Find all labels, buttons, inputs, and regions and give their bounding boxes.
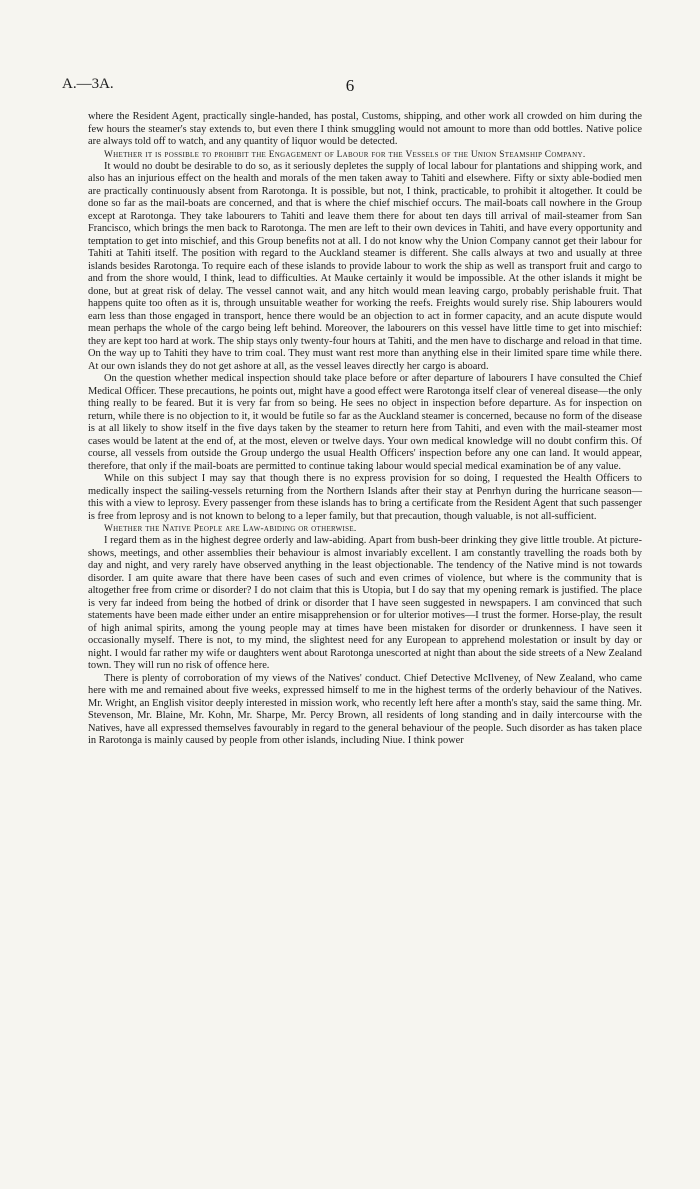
paragraph-orderly: I regard them as in the highest degree orderly and law-abiding. Apart from bush-beer drinking they give little trouble. At picture-shows, meetings, and other assemblies their behaviour is almost invariably excellent. I am constantly travelling the roads both by day and night, and very rarely have observed anything in the least objectionable. The tendency of the Native mind is not towards disorder. I am quite aware that there have been cases of such and even crimes of violence, but where is the community that is altogether free from crime or disorder? I do not claim that this is Utopia, but I do say that my opening remark is justified. The place is very far indeed from being the hotbed of drink or disorder that I have seen suggested in newspapers. I am convinced that such statements have been made either under an entire misapprehension or for ulterior motives—I trust the former. Horse-play, the result of high animal spirits, among the young people may at times have been mistaken for disorder or drunkenness. I have seen it occasionally myself. There is not, to my mind, the slightest need for any European to apprehend molestation or insult by day or night. I would far rather my wife or daughters went about Rarotonga unescorted at night than about the side streets of a New Zealand town. They will run no risk of offence here. [88, 535, 642, 671]
paragraph-corroboration: There is plenty of corroboration of my views of the Natives' conduct. Chief Detective McIlveney, of New Zealand, who came here with me and remained about five weeks, expressed himself to me in the highest terms of the orderly behaviour of the Natives. Mr. Wright, an English visitor deeply interested in mission work, who recently left here after a month's stay, said the same thing. Mr. Stevenson, Mr. Blaine, Mr. Kohn, Mr. Sharpe, Mr. Percy Brown, all residents of long standing and in daily intercourse with the Natives, have all expressed themselves favourably in regard to the general behaviour of the people. Such disorder as has taken place in Rarotonga is mainly caused by people from other islands, including Niue. I think power [88, 672, 642, 746]
paragraph-intro: where the Resident Agent, practically single-handed, has postal, Customs, shipping, and other work all crowded on him during the few hours the steamer's stay extends to, but even there I think smuggling would not amount to more than odd bottles. Native police are always told off to watch, and any quantity of liquor would be detected. [88, 111, 642, 147]
page-header [0, 76, 700, 98]
paragraph-leprosy: While on this subject I may say that though there is no express provision for so doing, I requested the Health Officers to medically inspect the sailing-vessels returning from the Northern Islands after their stay at Penrhyn during the hurricane season—this with a view to leprosy. Every passenger from these islands has to bring a certificate from the Resident Agent that such passenger is free from leprosy and is not known to belong to a leper family, but that precaution, though valuable, is not all-sufficient. [88, 473, 642, 522]
paragraph-medical-inspection: On the question whether medical inspection should take place before or after departure of labourers I have consulted the Chief Medical Officer. These precautions, he points out, might have a good effect were Rarotonga itself clear of venereal disease—the only thing really to be feared. But it is very far from so being. He sees no object in inspection before departure. As for inspection on return, while there is no objection to it, it would be futile so far as the Auckland steamer is concerned, because no form of the disease is at all likely to show itself in the five days taken by the steamer to return here from Tahiti, and even with the mail-steamer most cases would be latent at the end of, at the most, eleven or twelve days. Your own medical knowledge will no doubt confirm this. Of course, all vessels from outside the Group undergo the usual Health Officers' inspection before any one can land. It would appear, therefore, that only if the mail-boats are permitted to continue taking labour would special medical examination be of any value. [88, 373, 642, 472]
document-body [88, 111, 642, 748]
page-number: 6 [345, 76, 355, 95]
section-heading-law-abiding: Whether the Native People are Law-abiding or otherwise. [104, 524, 357, 534]
document-reference: A.—3A. [62, 76, 114, 92]
paragraph-labour: It would no doubt be desirable to do so, as it seriously depletes the supply of local labour for plantations and shipping work, and also has an injurious effect on the health and morals of the men taken away to Tahiti and elsewhere. Fifty or sixty able-bodied men are practically continuously absent from Rarotonga. It is possible, but not, I think, practicable, to prohibit it altogether. It could be done so far as the mail-boats are concerned, and that is where the chief mischief occurs. The mail-boats call nowhere in the Group except at Rarotonga. They take labourers to Tahiti and leave them there for about ten days till arrival of mail-steamer from San Francisco, which brings the men back to Rarotonga. The men are left to their own devices in Tahiti, and have every opportunity and temptation to get into mischief, and this Group benefits not at all. I do not know why the Union Company cannot get their labour for Tahiti at Tahiti itself. The position with regard to the Auckland steamer is different. She calls always at two and usually at three islands besides Rarotonga. To require each of these islands to provide labour to work the ship as well as transport fruit and cargo to and from the shore would, I think, lead to difficulties. At Mauke certainly it would be impossible. At the other islands it might be done, but at great risk of delay. The vessel cannot wait, and any hitch would mean leaving cargo, probably perishable fruit. That happens quite too often as it is, through unsuitable weather for working the reefs. Freights would surely rise. Ship labourers would earn less than those engaged in transport, hence there would be an objection to act in former capacity, and an acute dispute would mean perhaps the whole of the cargo being left behind. Moreover, the labourers on this vessel have little time to get into mischief: they are kept too hard at work. The ship stays only twenty-four hours at Tahiti, and the men have to discharge and reload in that time. On the way up to Tahiti they have to trim coal. They must want rest more than anything else in their limited spare time while there. At our own islands they do not get ashore at all, as the vessel leaves directly her cargo is aboard. [88, 160, 642, 372]
section-heading-labour: Whether it is possible to prohibit the Engagement of Labour for the Vessels of the Union Steamship Company. [104, 149, 586, 160]
